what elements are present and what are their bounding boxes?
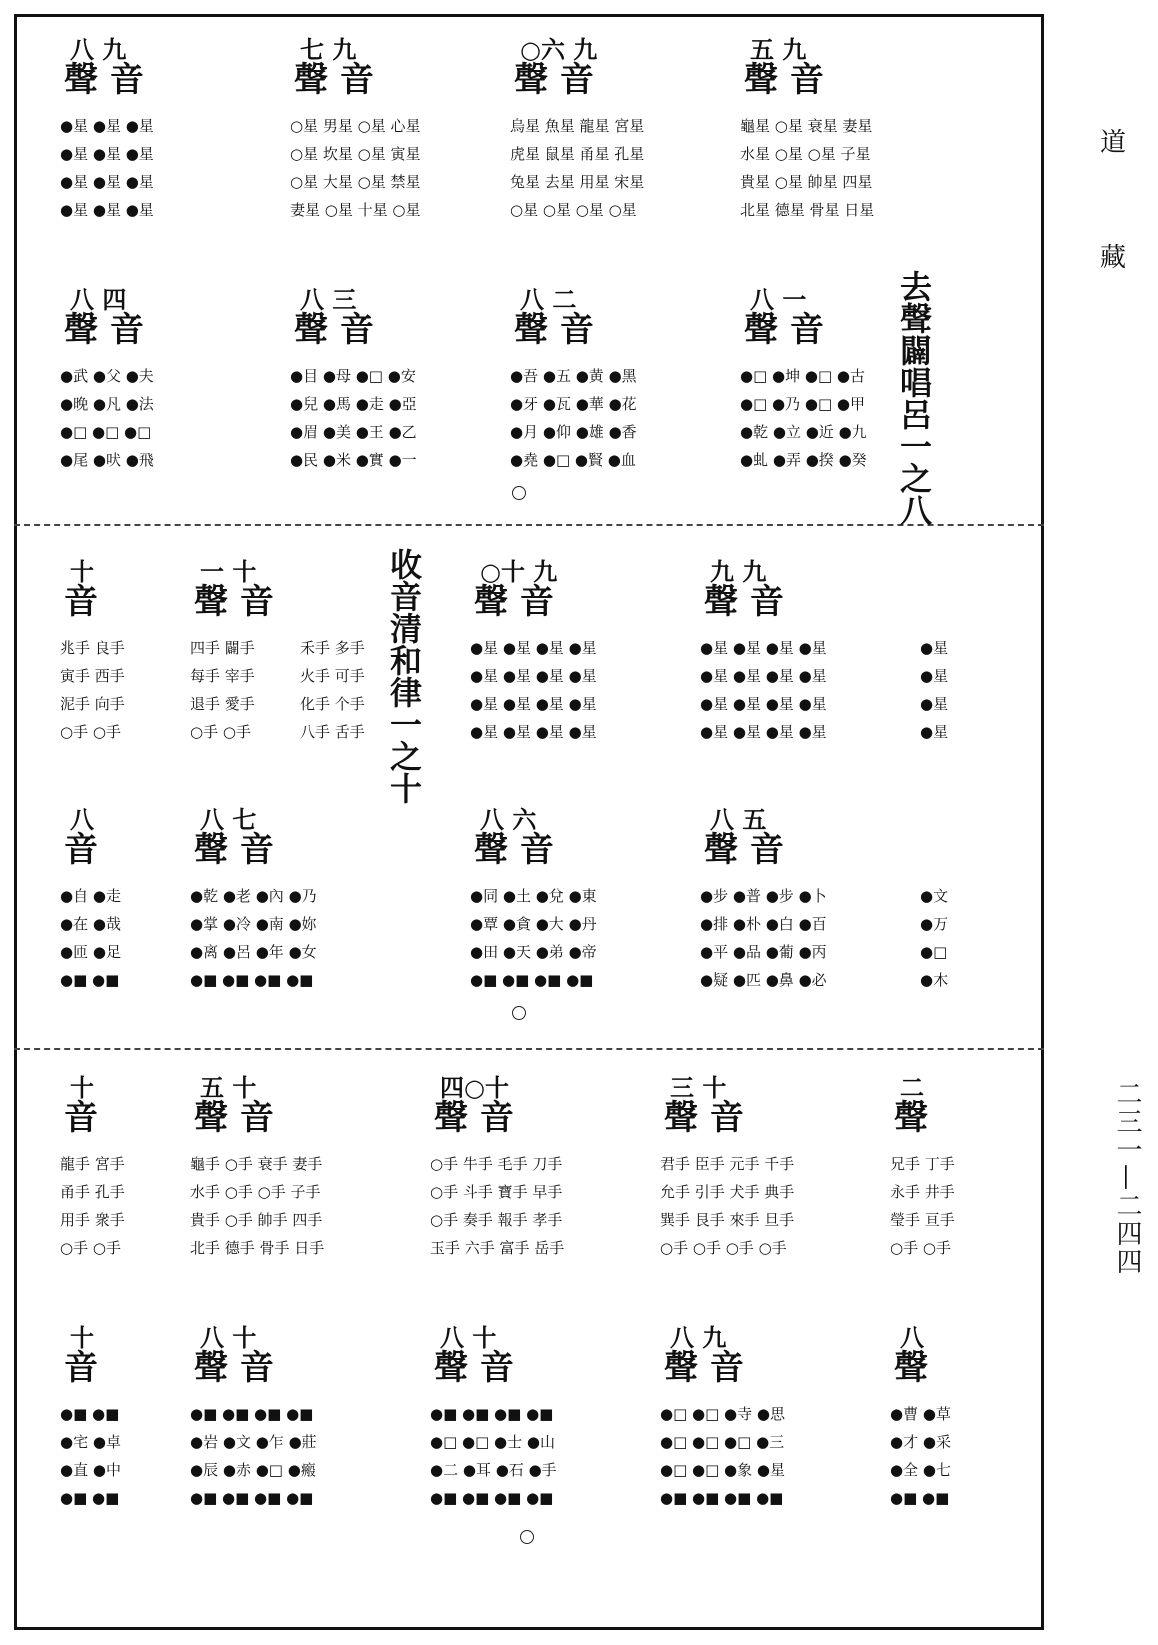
rhyme-block [60, 30, 270, 230]
block-heading [890, 1318, 1090, 1388]
rhyme-block [290, 280, 500, 480]
glyph-row: ●直 ●中 [60, 1461, 121, 1479]
glyph-row: 龍手 宮手 [60, 1155, 125, 1173]
glyph-row: ●文 [920, 887, 949, 905]
glyph-row: ●目 ●母 ●□ ●安 [290, 367, 416, 385]
vertical-title: 去聲闢唱呂一之八 [895, 270, 933, 526]
heading-top: ○六 九 [520, 35, 598, 64]
panel-divider-2 [14, 1048, 1044, 1050]
glyph-grid [890, 1150, 955, 1262]
heading-top: 八 十 [440, 1323, 497, 1352]
glyph-row: 妻星 ○星 十星 ○星 [290, 201, 421, 219]
glyph-grid [510, 362, 637, 474]
glyph-row: 禾手 多手 [300, 639, 365, 657]
glyph-row: 每手 宰手 [190, 667, 255, 685]
heading-main: 聲 [894, 1348, 928, 1388]
glyph-grid [510, 112, 644, 224]
glyph-grid [920, 882, 948, 994]
glyph-grid [700, 634, 827, 746]
heading-top: 八 五 [710, 805, 767, 834]
glyph-row: ○星 男星 ○星 心星 [290, 117, 421, 135]
block-heading [510, 280, 720, 350]
heading-top: 八 九 [70, 35, 127, 64]
glyph-row: ●才 ●采 [890, 1433, 951, 1451]
heading-main: 聲 音 [194, 1348, 274, 1388]
glyph-row: ●匝 ●足 [60, 943, 121, 961]
rhyme-block [190, 800, 410, 1000]
block-heading [470, 800, 690, 870]
rhyme-block [920, 552, 980, 752]
glyph-row: ●民 ●米 ●實 ●一 [290, 451, 417, 469]
glyph-row: ●■ ●■ ●■ ●■ [190, 1405, 314, 1423]
glyph-row: 北星 德星 骨星 日星 [740, 201, 875, 219]
rhyme-block [740, 30, 950, 230]
glyph-row: ●□ ●□ ●□ [60, 423, 152, 441]
rhyme-block [60, 280, 270, 480]
glyph-row: ●乾 ●老 ●內 ●乃 [190, 887, 317, 905]
block-heading [510, 30, 720, 100]
block-heading [290, 280, 500, 350]
glyph-row: ●乾 ●立 ●近 ●九 [740, 423, 867, 441]
heading-main: 音 [64, 582, 98, 622]
glyph-grid [290, 112, 420, 224]
glyph-row: ●■ ●■ ●■ ●■ [430, 1405, 554, 1423]
side-label-second: 藏 [1099, 243, 1126, 273]
glyph-row: 兔星 去星 用星 宋星 [510, 173, 645, 191]
glyph-row: 退手 愛手 [190, 695, 255, 713]
heading-main: 聲 音 [704, 830, 784, 870]
glyph-row: 四手 闢手 [190, 639, 255, 657]
glyph-row: ●□ [920, 943, 948, 961]
glyph-row: ●■ ●■ [60, 1405, 120, 1423]
glyph-row: ●■ ●■ [60, 1489, 120, 1507]
heading-main: 聲 音 [664, 1098, 744, 1138]
heading-top: 八 九 [670, 1323, 727, 1352]
glyph-grid [890, 1400, 951, 1512]
circle-mark [512, 486, 526, 500]
glyph-row: ●木 [920, 971, 949, 989]
glyph-row: 水手 ○手 ○手 子手 [190, 1183, 321, 1201]
glyph-row: ●星 ●星 ●星 ●星 [470, 639, 597, 657]
heading-top: 十 [70, 1323, 94, 1352]
glyph-row: 龜手 ○手 衰手 妻手 [190, 1155, 323, 1173]
glyph-row: ●掌 ●冷 ●南 ●妳 [190, 915, 317, 933]
glyph-row: ●星 ●星 ●星 ●星 [700, 695, 827, 713]
heading-main: 聲 [894, 1098, 928, 1138]
glyph-row: ●■ ●■ ●■ ●■ [660, 1489, 784, 1507]
rhyme-block [190, 1068, 390, 1268]
heading-top: 八 一 [750, 285, 807, 314]
glyph-row: ○星 坎星 ○星 寅星 [290, 145, 421, 163]
heading-top: 八 [70, 805, 94, 834]
glyph-grid [190, 634, 255, 746]
glyph-row: 化手 个手 [300, 695, 365, 713]
glyph-grid [60, 882, 121, 994]
glyph-row: ●星 [920, 667, 949, 685]
glyph-row: ●■ ●■ ●■ ●■ [190, 971, 314, 989]
glyph-grid [290, 362, 417, 474]
heading-main: 音 [64, 1098, 98, 1138]
glyph-row: ○手 ○手 [60, 1239, 121, 1257]
glyph-row: ●疑 ●匹 ●鼻 ●必 [700, 971, 827, 989]
glyph-grid [60, 1150, 125, 1262]
glyph-grid [470, 882, 597, 994]
block-heading [470, 552, 640, 622]
block-heading [890, 1068, 1090, 1138]
block-heading [700, 800, 920, 870]
glyph-row: ●晚 ●凡 ●法 [60, 395, 154, 413]
heading-main: 聲 音 [434, 1098, 514, 1138]
rhyme-block [700, 552, 870, 752]
glyph-grid [60, 634, 125, 746]
glyph-row: ○手 ○手 [890, 1239, 951, 1257]
glyph-row: ●月 ●仰 ●雄 ●香 [510, 423, 637, 441]
heading-top: 八 二 [520, 285, 577, 314]
glyph-grid [300, 634, 365, 746]
glyph-row: ●■ ●■ ●■ ●■ [470, 971, 594, 989]
block-heading [430, 1318, 630, 1388]
block-heading [190, 800, 410, 870]
glyph-row: ●星 ●星 ●星 ●星 [470, 695, 597, 713]
glyph-row: ●宅 ●卓 [60, 1433, 121, 1451]
glyph-row: 水星 ○星 ○星 子星 [740, 145, 871, 163]
circle-mark [520, 1530, 534, 1544]
heading-main: 音 [64, 830, 98, 870]
glyph-row: 君手 臣手 元手 千手 [660, 1155, 795, 1173]
block-heading [740, 30, 950, 100]
glyph-row: ●星 ●星 ●星 ●星 [700, 723, 827, 741]
heading-top: 八 十 [200, 1323, 257, 1352]
glyph-row: ●□ ●□ ●寺 ●思 [660, 1405, 786, 1423]
glyph-row: ●尾 ●吠 ●飛 [60, 451, 154, 469]
rhyme-block [660, 1318, 860, 1518]
heading-top: 十 [70, 557, 94, 586]
heading-main: 聲 音 [194, 582, 274, 622]
glyph-row: 永手 井手 [890, 1183, 955, 1201]
block-heading [660, 1068, 860, 1138]
block-heading [190, 1318, 390, 1388]
glyph-row: ●□ ●乃 ●□ ●甲 [740, 395, 866, 413]
glyph-grid [660, 1150, 794, 1262]
heading-main: 聲 音 [704, 582, 784, 622]
block-heading [700, 552, 870, 622]
glyph-row: ●眉 ●美 ●王 ●乙 [290, 423, 417, 441]
glyph-grid [660, 1400, 785, 1512]
page-number: 二三一—二四四 [1112, 1080, 1142, 1276]
glyph-row: 用手 衆手 [60, 1211, 125, 1229]
glyph-row: 允手 引手 犬手 典手 [660, 1183, 795, 1201]
glyph-row: 巽手 艮手 來手 旦手 [660, 1211, 795, 1229]
heading-main: 聲 音 [294, 310, 374, 350]
glyph-row: ●同 ●土 ●兌 ●東 [470, 887, 597, 905]
heading-top: 三 十 [670, 1073, 727, 1102]
glyph-row: ●堯 ●□ ●賢 ●血 [510, 451, 636, 469]
glyph-row: ●平 ●品 ●葡 ●丙 [700, 943, 827, 961]
glyph-grid [190, 1400, 317, 1512]
heading-top: 五 九 [750, 35, 807, 64]
rhyme-block [470, 800, 690, 1000]
glyph-row: 兆手 良手 [60, 639, 125, 657]
glyph-row: ○手 ○手 [190, 723, 251, 741]
glyph-row: ●□ ●□ ●象 ●星 [660, 1461, 786, 1479]
glyph-row: ●■ ●■ [890, 1489, 950, 1507]
glyph-row: ●田 ●天 ●弟 ●帝 [470, 943, 597, 961]
block-heading [60, 280, 270, 350]
vertical-title: 收音清和律一之十 [385, 548, 423, 804]
glyph-row: ●星 ●星 ●星 [60, 173, 154, 191]
glyph-grid [430, 1400, 557, 1512]
block-heading [190, 1068, 390, 1138]
rhyme-block [890, 1068, 1090, 1268]
glyph-row: ●星 ●星 ●星 ●星 [470, 667, 597, 685]
glyph-row: 貴手 ○手 帥手 四手 [190, 1211, 323, 1229]
rhyme-block [920, 800, 980, 1000]
glyph-row: ○星 ○星 ○星 ○星 [510, 201, 637, 219]
rhyme-block [890, 1318, 1090, 1518]
glyph-grid [60, 362, 154, 474]
glyph-row: 寅手 西手 [60, 667, 125, 685]
block-heading [60, 30, 270, 100]
heading-main: 聲 音 [194, 830, 274, 870]
glyph-grid [60, 112, 154, 224]
block-heading [660, 1318, 860, 1388]
glyph-row: ●岩 ●文 ●乍 ●莊 [190, 1433, 317, 1451]
glyph-row: 瑩手 亘手 [890, 1211, 955, 1229]
glyph-row: ○手 ○手 ○手 ○手 [660, 1239, 787, 1257]
glyph-row: ●武 ●父 ●夫 [60, 367, 154, 385]
glyph-row: ●吾 ●五 ●黄 ●黑 [510, 367, 637, 385]
glyph-row: ○星 大星 ○星 禁星 [290, 173, 421, 191]
glyph-row: ●全 ●七 [890, 1461, 951, 1479]
glyph-row: ●虬 ●弄 ●揆 ●癸 [740, 451, 867, 469]
heading-top: 一 十 [200, 557, 257, 586]
glyph-grid [190, 1150, 324, 1262]
glyph-row: ●自 ●走 [60, 887, 121, 905]
glyph-row: ●星 ●星 ●星 [60, 145, 154, 163]
heading-top: 十 [70, 1073, 94, 1102]
glyph-row: ●■ ●■ ●■ ●■ [190, 1489, 314, 1507]
glyph-row: ○手 ○手 [60, 723, 121, 741]
rhyme-block [190, 1318, 390, 1518]
rhyme-block [290, 30, 500, 230]
heading-top: 九 九 [710, 557, 767, 586]
glyph-grid [740, 112, 874, 224]
heading-main: 聲 音 [744, 60, 824, 100]
glyph-row: ●星 [920, 695, 949, 713]
rhyme-block [510, 280, 720, 480]
glyph-row: ●星 ●星 ●星 ●星 [470, 723, 597, 741]
rhyme-block [660, 1068, 860, 1268]
glyph-row: ●覃 ●貪 ●大 ●丹 [470, 915, 597, 933]
glyph-grid [430, 1150, 564, 1262]
heading-main: 聲 音 [474, 582, 554, 622]
glyph-row: ●星 ●星 ●星 [60, 201, 154, 219]
side-label-top: 道 [1099, 128, 1126, 158]
glyph-row: 龜星 ○星 衰星 妻星 [740, 117, 873, 135]
glyph-row: 烏星 魚星 龍星 宮星 [510, 117, 645, 135]
glyph-row: ●离 ●呂 ●年 ●女 [190, 943, 317, 961]
heading-main: 聲 音 [294, 60, 374, 100]
glyph-row: ●排 ●朴 ●白 ●百 [700, 915, 827, 933]
heading-main: 聲 音 [194, 1098, 274, 1138]
heading-top: 八 六 [480, 805, 537, 834]
glyph-grid [740, 362, 867, 474]
glyph-row: 虎星 鼠星 甬星 孔星 [510, 145, 645, 163]
heading-top: 四○十 [440, 1073, 509, 1102]
heading-main: 聲 音 [514, 310, 594, 350]
heading-top: 八 [900, 1323, 924, 1352]
glyph-grid [700, 882, 827, 994]
glyph-row: ●星 ●星 ●星 ●星 [700, 639, 827, 657]
glyph-row: ○手 牛手 毛手 刀手 [430, 1155, 563, 1173]
block-heading [430, 1068, 630, 1138]
glyph-row: ●□ ●□ ●□ ●三 [660, 1433, 785, 1451]
heading-main: 聲 音 [64, 310, 144, 350]
glyph-row: ○手 斗手 寶手 早手 [430, 1183, 563, 1201]
heading-main: 聲 音 [474, 830, 554, 870]
heading-top: 七 九 [300, 35, 357, 64]
rhyme-block [430, 1068, 630, 1268]
heading-top: 八 三 [300, 285, 357, 314]
heading-main: 聲 音 [434, 1348, 514, 1388]
glyph-row: ●二 ●耳 ●石 ●手 [430, 1461, 557, 1479]
glyph-row: ●□ ●□ ●士 ●山 [430, 1433, 556, 1451]
circle-mark [512, 1006, 526, 1020]
heading-main: 聲 音 [514, 60, 594, 100]
block-heading [290, 30, 500, 100]
glyph-grid [470, 634, 597, 746]
glyph-row: 甬手 孔手 [60, 1183, 125, 1201]
glyph-row: ○手 奏手 報手 孝手 [430, 1211, 563, 1229]
glyph-row: 火手 可手 [300, 667, 365, 685]
glyph-row: 八手 舌手 [300, 723, 365, 741]
glyph-grid [190, 882, 317, 994]
heading-top: 八 四 [70, 285, 127, 314]
heading-main: 聲 音 [744, 310, 824, 350]
glyph-row: ●万 [920, 915, 949, 933]
glyph-row: ●星 [920, 723, 949, 741]
heading-top: 八 七 [200, 805, 257, 834]
glyph-row: ●■ ●■ [60, 971, 120, 989]
glyph-row: ●■ ●■ ●■ ●■ [430, 1489, 554, 1507]
glyph-grid [920, 634, 948, 746]
glyph-row: ●曹 ●草 [890, 1405, 951, 1423]
glyph-row: 泥手 向手 [60, 695, 125, 713]
rhyme-block [510, 30, 720, 230]
glyph-grid [60, 1400, 121, 1512]
block-heading [920, 800, 980, 870]
glyph-row: ●辰 ●赤 ●□ ●瘢 [190, 1461, 316, 1479]
rhyme-block [700, 800, 920, 1000]
glyph-row: 兄手 丁手 [890, 1155, 955, 1173]
heading-main: 聲 音 [64, 60, 144, 100]
glyph-row: ●□ ●坤 ●□ ●古 [740, 367, 866, 385]
rhyme-block [430, 1318, 630, 1518]
heading-top: 五 十 [200, 1073, 257, 1102]
panel-divider-1 [14, 524, 1044, 526]
heading-top: ○十 九 [480, 557, 558, 586]
rhyme-block [470, 552, 640, 752]
glyph-row: 貴星 ○星 帥星 四星 [740, 173, 873, 191]
glyph-row: ●兒 ●馬 ●走 ●亞 [290, 395, 417, 413]
glyph-row: ●牙 ●瓦 ●華 ●花 [510, 395, 637, 413]
glyph-row: ●在 ●哉 [60, 915, 121, 933]
glyph-row: ●星 ●星 ●星 ●星 [700, 667, 827, 685]
heading-main: 音 [64, 1348, 98, 1388]
glyph-row: ●星 ●星 ●星 [60, 117, 154, 135]
glyph-row: ●星 [920, 639, 949, 657]
glyph-row: 玉手 六手 富手 岳手 [430, 1239, 565, 1257]
glyph-row: ●步 ●普 ●步 ●卜 [700, 887, 827, 905]
block-heading [920, 552, 980, 622]
heading-top: 二 [900, 1073, 924, 1102]
glyph-row: 北手 德手 骨手 日手 [190, 1239, 325, 1257]
heading-main: 聲 音 [664, 1348, 744, 1388]
